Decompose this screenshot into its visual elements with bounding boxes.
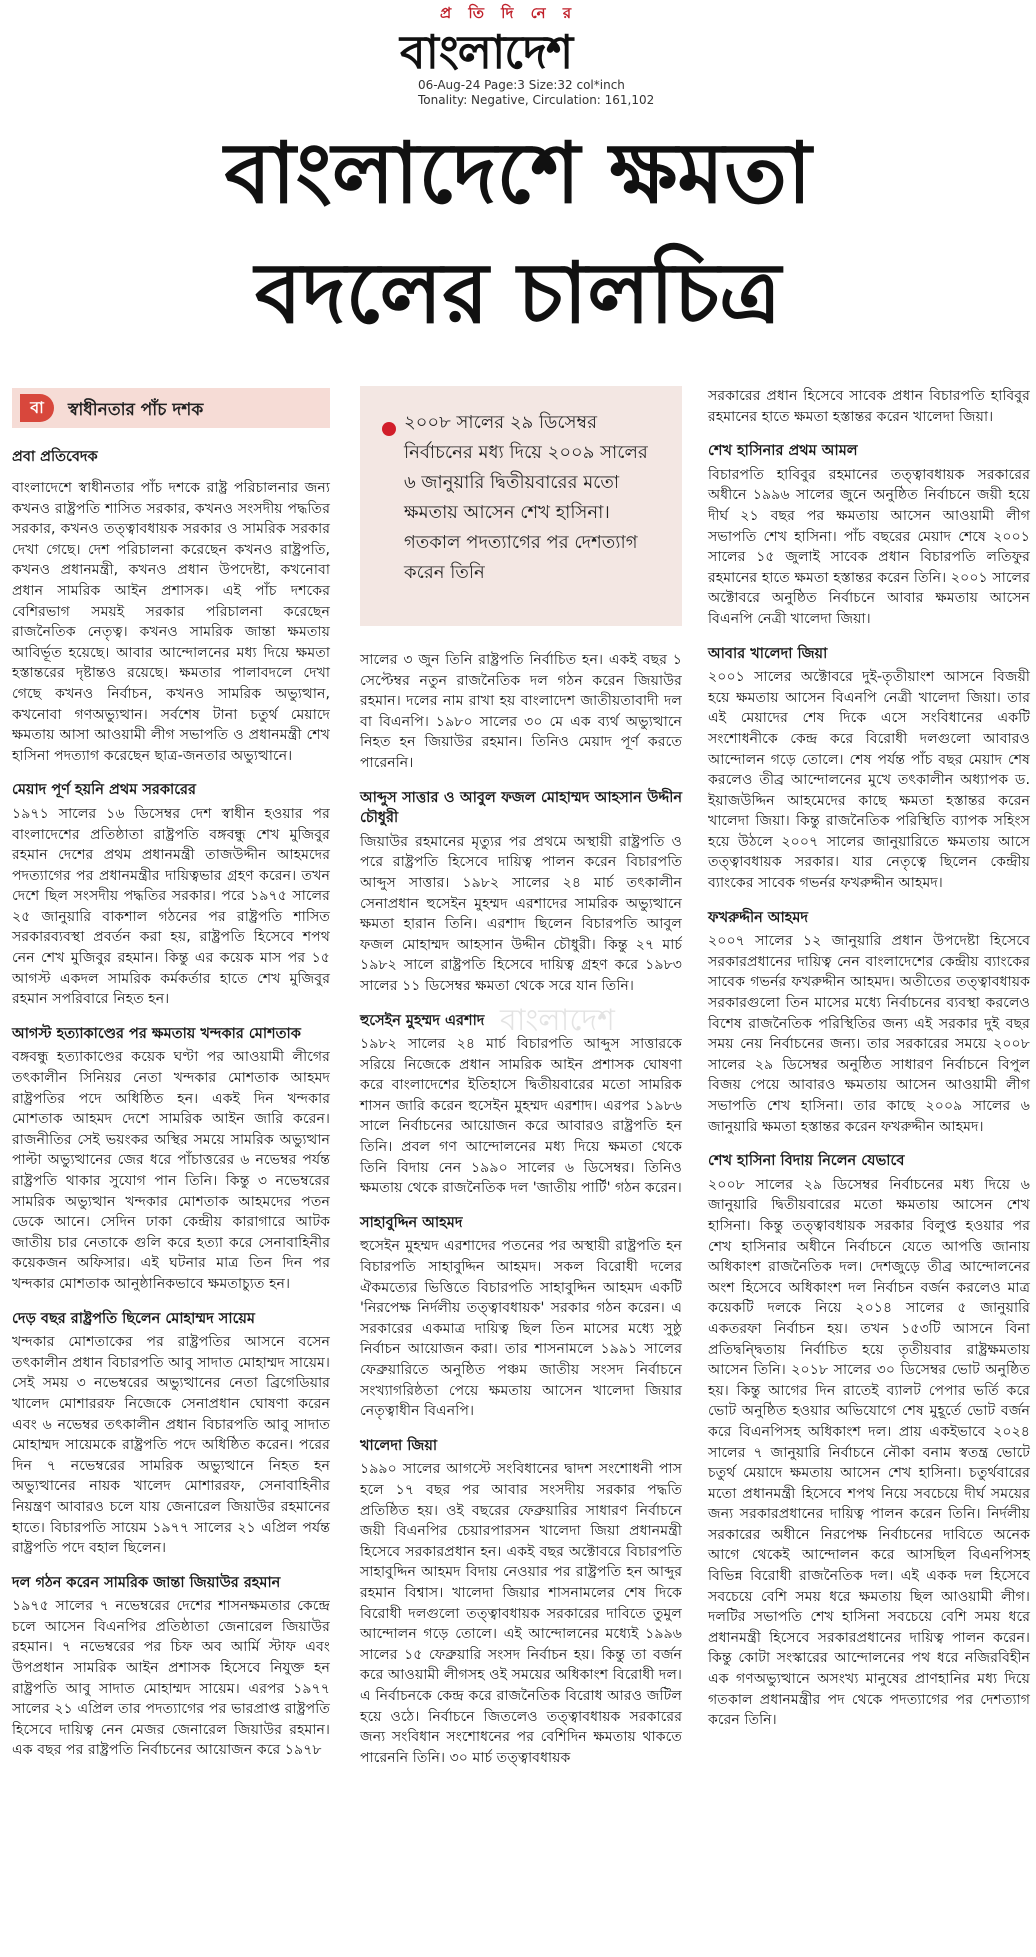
article-column-3 (708, 386, 1030, 1735)
article-column-2 (360, 650, 682, 1772)
bullet-dot-icon (382, 422, 396, 436)
subheading: আব্দুস সাত্তার ও আবুল ফজল মোহাম্মদ আহসান উদ্দীন চৌধুরী (360, 789, 682, 827)
paragraph: বঙ্গবন্ধু হত্যাকাণ্ডের কয়েক ঘণ্টা পর আওয়ামী লীগের তৎকালীন সিনিয়র নেতা খন্দকার মোশতাক আহমদ রাষ্ট্রপতির পদে অধিষ্ঠিত হন। একই দিন খন্দকার মোশতাক আহমদ দেশে সামরিক আইন জারি করেন। রাজনীতির সেই ভয়ংকর অস্থির সময়ে সামরিক অভ্যুত্থান পাল্টা অভ্যুত্থানের জের ধরে পাঁচাত্তরের ৬ নভেম্বর পর্যন্ত রাষ্ট্রপতি থাকার সুযোগ পান তিনি। কিন্তু ৩ নভেম্বরের সামরিক অভ্যুত্থান খন্দকার মোশতাক আহমদের পতন ডেকে আনে। সেদিন ঢাকা কেন্দ্রীয় কারাগারে আটক জাতীয় চার নেতাকে গুলি করে হত্যা করে সেনাবাহিনীর কয়েকজন অফিসার। এই ঘটনার মাত্র তিন দিন পর খন্দকার মোশতাক আনুষ্ঠানিকভাবে ক্ষমতাচ্যুত হন। (12, 1049, 330, 1292)
pull-quote-text: ২০০৮ সালের ২৯ ডিসেম্বর নির্বাচনের মধ্য দিয়ে ২০০৯ সালের ৬ জানুয়ারি দ্বিতীয়বারের মতো ক্ষমতায় আসেন শেখ হাসিনা। গতকাল পদত্যাগের পর দেশত্যাগ করেন তিনি (404, 412, 648, 583)
subheading: দল গঠন করেন সামরিক জান্তা জিয়াউর রহমান (12, 1574, 281, 1591)
byline: প্রবা প্রতিবেদক (12, 449, 98, 465)
paragraph: ১৯৭৫ সালের ৭ নভেম্বরের দেশের শাসনক্ষমতার কেন্দ্রে চলে আসেন বিএনপির প্রতিষ্ঠাতা জেনারেল জিয়াউর রহমান। ৭ নভেম্বরের পর চিফ অব আর্মি স্টাফ এবং উপপ্রধান সামরিক আইন প্রশাসক হিসেবে নিযুক্ত হন রাষ্ট্রপতি আবু সাদাত মোহাম্মদ সায়েম। এরপর ১৯৭৭ সালের ২১ এপ্রিল তার পদত্যাগের পর ভারপ্রাপ্ত রাষ্ট্রপতি হিসেবে দায়িত্ব নেন মেজর জেনারেল জিয়াউর রহমান। এক বছর পর রাষ্ট্রপতি নির্বাচনের আয়োজন করে ১৯৭৮ (12, 1598, 330, 1759)
subheading: আবার খালেদা জিয়া (708, 645, 828, 662)
masthead-subtitle: প্র তি দি নে র (440, 4, 578, 22)
paragraph: জিয়াউর রহমানের মৃত্যুর পর প্রথমে অস্থায়ী রাষ্ট্রপতি ও পরে রাষ্ট্রপতি হিসেবে দায়িত্ব পালন করেন বিচারপতি আব্দুস সাত্তার। ১৯৮২ সালের ২৪ মার্চ তৎকালীন সেনাপ্রধান হুসেইন মুহম্মদ এরশাদের সামরিক অভ্যুত্থানে ক্ষমতা হারান তিনি। এরশাদ ছিলেন বিচারপতি আবুল ফজল মোহাম্মদ আহসান উদ্দীন চৌধুরী। কিন্তু ২৭ মার্চ ১৯৮২ সালে রাষ্ট্রপতি হিসেবে দায়িত্ব গ্রহণ করে ১৯৮৩ সালের ১১ ডিসেম্বর ক্ষমতা থেকে সরে যান তিনি। (360, 833, 682, 994)
paragraph: বিচারপতি হাবিবুর রহমানের তত্ত্বাবধায়ক সরকারের অধীনে ১৯৯৬ সালের জুনে অনুষ্ঠিত নির্বাচনে জয়ী হয়ে দীর্ঘ ২১ বছর পর ক্ষমতায় আসেন আওয়ামী লীগ সভাপতি শেখ হাসিনা। পাঁচ বছরের মেয়াদ শেষে ২০০১ সালের ১৫ জুলাই সাবেক প্রধান বিচারপতি লতিফুর রহমানের হাতে ক্ষমতা হস্তান্তর করেন তিনি। ২০০১ সালের অক্টোবরে অনুষ্ঠিত নির্বাচনে আবার ক্ষমতায় আসেন বিএনপি নেত্রী খালেদা জিয়া। (708, 466, 1030, 627)
paragraph: ১৯৯০ সালের আগস্টে সংবিধানের দ্বাদশ সংশোধনী পাস হলে ১৭ বছর পর আবার সংসদীয় সরকার পদ্ধতি প্রতিষ্ঠিত হয়। ওই বছরের ফেব্রুয়ারির সাধারণ নির্বাচনে জয়ী বিএনপির চেয়ারপারসন খালেদা জিয়া প্রধানমন্ত্রী হিসেবে সরকারপ্রধান হন। একই বছর অক্টোবরে বিচারপতি সাহাবুদ্দিন আহমদ বিদায় নেওয়ার পর রাষ্ট্রপতি হন আব্দুর রহমান বিশ্বাস। খালেদা জিয়ার শাসনামলের শেষ দিকে বিরোধী দলগুলো তত্ত্বাবধায়ক সরকারের দাবিতে তুমুল আন্দোলন গড়ে তোলে। এই আন্দোলনের মধ্যেই ১৯৯৬ সালের ১৫ ফেব্রুয়ারি সংসদ নির্বাচন হয়। কিন্তু তা বর্জন করে আওয়ামী লীগসহ ওই সময়ের অধিকাংশ বিরোধী দল। এ নির্বাচনকে কেন্দ্র করে রাজনৈতিক বিরোধ আরও জটিল হয়ে ওঠে। নির্বাচনে জিতলেও তত্ত্বাবধায়ক সরকারের জন্য সংবিধান সংশোধনের পর বেশিদিন ক্ষমতায় থাকতে পারেননি তিনি। ৩০ মার্চ তত্ত্বাবধায়ক (360, 1461, 682, 1766)
paragraph: সালের ৩ জুন তিনি রাষ্ট্রপতি নির্বাচিত হন। একই বছর ১ সেপ্টেম্বর নতুন রাজনৈতিক দল গঠন করেন জিয়াউর রহমান। দলের নাম রাখা হয় বাংলাদেশ জাতীয়তাবাদী দল বা বিএনপি। ১৯৮০ সালের ৩০ মে এক ব্যর্থ অভ্যুত্থানে নিহত হন জিয়াউর রহমান। তিনিও মেয়াদ পূর্ণ করতে পারেননি। (360, 652, 682, 771)
masthead-title: বাংলাদেশ (400, 25, 573, 79)
subheading: খালেদা জিয়া (360, 1437, 438, 1454)
headline-line-1: বাংলাদেশে ক্ষমতা (224, 124, 812, 222)
intro-paragraph: বাংলাদেশে স্বাধীনতার পাঁচ দশকে রাষ্ট্র পরিচালনার জন্য কখনও রাষ্ট্রপতি শাসিত সরকার, কখনও সংসদীয় পদ্ধতির সরকার, কখনও তত্ত্বাবধায়ক সরকার ও সামরিক সরকার দেখা গেছে। দেশ পরিচালনা করেছেন কখনও রাষ্ট্রপতি, কখনও প্রধানমন্ত্রী, কখনও প্রধান উপদেষ্টা, কখনোবা প্রধান সামরিক আইন প্রশাসক। এই পাঁচ দশকের বেশিরভাগ সময়ই সরকার পরিচালনা করেছেন রাজনৈতিক নেতৃত্ব। কখনও সামরিক জান্তা ক্ষমতায় আবির্ভূত হয়েছে। আবার আন্দোলনের মধ্য দিয়ে ক্ষমতা হস্তান্তরের দৃষ্টান্তও রয়েছে। ক্ষমতার পালাবদলে দেখা গেছে কখনও নির্বাচন, কখনও সামরিক অভ্যুত্থান, কখনোবা গণঅভ্যুত্থান। সর্বশেষ টানা চতুর্থ মেয়াদে ক্ষমতায় আসা আওয়ামী লীগ সভাপতি ও প্রধানমন্ত্রী শেখ হাসিনা পদত্যাগ করেছেন ছাত্র-জনতার অভ্যুত্থানে। (12, 480, 330, 764)
paragraph: ২০০১ সালের অক্টোবরে দুই-তৃতীয়াংশ আসনে বিজয়ী হয়ে ক্ষমতায় আসেন বিএনপি নেত্রী খালেদা জিয়া। তার এই মেয়াদের শেষ দিকে এসে সংবিধানের একটি সংশোধনীকে কেন্দ্র করে বিরোধী দলগুলো আবারও আন্দোলন গড়ে তোলে। শেষ পর্যন্ত পাঁচ বছর মেয়াদ শেষ করলেও তীব্র আন্দোলনের মুখে তৎকালীন অধ্যাপক ড. ইয়াজউদ্দিন আহমেদের কাছে ক্ষমতা হস্তান্তর করেন খালেদা জিয়া। কিন্তু রাজনৈতিক পরিস্থিতি ব্যাপক সহিংস হয়ে উঠলে ২০০৭ সালের জানুয়ারিতে ক্ষমতায় আসে তত্ত্বাবধায়ক সরকার। যার নেতৃত্বে ছিলেন কেন্দ্রীয় ব্যাংকের সাবেক গভর্নর ফখরুদ্দীন আহমদ। (708, 669, 1030, 892)
publication-badge: বা (20, 394, 54, 422)
clipping-meta-line: Tonality: Negative, Circulation: 161,102 (418, 93, 655, 107)
pull-quote-box (360, 386, 682, 626)
subheading: দেড় বছর রাষ্ট্রপতি ছিলেন মোহাম্মদ সায়েম (12, 1310, 255, 1327)
kicker-text: স্বাধীনতার পাঁচ দশক (68, 400, 204, 420)
subheading: আগস্ট হত্যাকাণ্ডের পর ক্ষমতায় খন্দকার মোশতাক (12, 1025, 301, 1042)
paragraph: ১৯৭১ সালের ১৬ ডিসেম্বর দেশ স্বাধীন হওয়ার পর বাংলাদেশের প্রতিষ্ঠাতা রাষ্ট্রপতি বঙ্গবন্ধু শেখ মুজিবুর রহমান দেশের প্রথম প্রধানমন্ত্রী তাজউদ্দীন আহমদের পদত্যাগের পর প্রধানমন্ত্রীর দায়িত্বভার গ্রহণ করেন। তখন দেশে ছিল সংসদীয় পদ্ধতির সরকার। পরে ১৯৭৫ সালের ২৫ জানুয়ারি বাকশাল গঠনের পর রাষ্ট্রপতি শাসিত সরকারব্যবস্থা প্রবর্তন করা হয়, রাষ্ট্রপতি হিসেবে শপথ নেন শেখ মুজিবুর রহমান। কিন্তু এর কয়েক মাস পর ১৫ আগস্ট একদল সামরিক কর্মকর্তার হাতে শেখ মুজিবুর রহমান সপরিবারে নিহত হন। (12, 805, 330, 1008)
paragraph: সরকারের প্রধান হিসেবে সাবেক প্রধান বিচারপতি হাবিবুর রহমানের হাতে ক্ষমতা হস্তান্তর করেন খালেদা জিয়া। (708, 388, 1030, 425)
headline-line-2: বদলের চালচিত্র (254, 244, 782, 342)
subheading: মেয়াদ পূর্ণ হয়নি প্রথম সরকারের (12, 782, 197, 799)
subheading: ফখরুদ্দীন আহমদ (708, 909, 809, 926)
paragraph: ২০০৮ সালের ২৯ ডিসেম্বর নির্বাচনের মধ্য দিয়ে ৬ জানুয়ারি দ্বিতীয়বারের মতো ক্ষমতায় আসেন শেখ হাসিনা। কিন্তু তত্ত্বাবধায়ক সরকার বিলুপ্ত হওয়ার পর শেখ হাসিনার অধীনে নির্বাচনে যেতে আপত্তি জানায় অধিকাংশ রাজনৈতিক দল। দেশজুড়ে তীব্র আন্দোলনের অংশ হিসেবে অধিকাংশ দল নির্বাচন বর্জন করলেও মাত্র কয়েকটি দলকে নিয়ে ২০১৪ সালের ৫ জানুয়ারি একতরফা নির্বাচন হয়। তখন ১৫৩টি আসনে বিনা প্রতিদ্বন্দ্বিতায় নির্বাচিত হয়ে তৃতীয়বার রাষ্ট্রক্ষমতায় আসেন তিনি। ২০১৮ সালের ৩০ ডিসেম্বর ভোট অনুষ্ঠিত হয়। কিন্তু আগের দিন রাতেই ব্যালট পেপার ভর্তি করে ভোট অনুষ্ঠিত হওয়ার অভিযোগে শেষ মুহূর্তে ভোট বর্জন করে বিএনপিসহ অধিকাংশ দল। প্রায় একইভাবে ২০২৪ সালের ৭ জানুয়ারি নির্বাচনে নৌকা বনাম স্বতন্ত্র ভোটে চতুর্থ মেয়াদে ক্ষমতায় আসেন শেখ হাসিনা। চতুর্থবারের মতো প্রধানমন্ত্রী হিসেবে শপথ নিয়ে সবচেয়ে দীর্ঘ সময়ের জন্য সরকারপ্রধানের দায়িত্ব পালন করেন তিনি। নির্দলীয় সরকারের অধীনে নিরপেক্ষ নির্বাচনের দাবিতে অনেক আগে থেকেই আন্দোলন করে আসছিল বিএনপিসহ বিভিন্ন বিরোধী রাজনৈতিক দল। এই একক দল হিসেবে সবচেয়ে বেশি সময় ধরে ক্ষমতায় ছিল আওয়ামী লীগ। দলটির সভাপতি শেখ হাসিনা সবচেয়ে বেশি সময় ধরে প্রধানমন্ত্রী হিসেবে সরকারপ্রধানের দায়িত্ব পালন করেন। কিন্তু কোটা সংস্কারের আন্দোলনের পথ ধরে নজিরবিহীন এক গণঅভ্যুত্থানে অসংখ্য মানুষের প্রাণহানির মধ্য দিয়ে গতকাল প্রধানমন্ত্রীর পদ থেকে পদত্যাগের পর দেশত্যাগ করেন তিনি। (708, 1176, 1030, 1729)
paragraph: খন্দকার মোশতাকের পর রাষ্ট্রপতির আসনে বসেন তৎকালীন প্রধান বিচারপতি আবু সাদাত মোহাম্মদ সায়েম। সেই সময় ৩ নভেম্বরের অভ্যুত্থানের নেতা ব্রিগেডিয়ার খালেদ মোশাররফ নিজেকে সেনাপ্রধান ঘোষণা করেন এবং ৬ নভেম্বর তৎকালীন প্রধান বিচারপতি আবু সাদাত মোহাম্মদ সায়েমকে রাষ্ট্রপতি পদে অধিষ্ঠিত করেন। পরের দিন ৭ নভেম্বরের সামরিক অভ্যুত্থানে নিহত হন অভ্যুত্থানের নায়ক খালেদ মোশাররফ, সেনাবাহিনীর নিয়ন্ত্রণ আবারও চলে যায় জেনারেল জিয়াউর রহমানের হাতে। বিচারপতি সায়েম ১৯৭৭ সালের ২১ এপ্রিল পর্যন্ত রাষ্ট্রপতি পদে বহাল ছিলেন। (12, 1334, 330, 1557)
section-kicker (12, 388, 330, 428)
subheading: হুসেইন মুহম্মদ এরশাদ (360, 1012, 485, 1029)
clipping-meta (418, 78, 654, 108)
paragraph: হুসেইন মুহম্মদ এরশাদের পতনের পর অস্থায়ী রাষ্ট্রপতি হন বিচারপতি সাহাবুদ্দিন আহমদ। সকল বিরোধী দলের ঐকমত্যের ভিত্তিতে বিচারপতি সাহাবুদ্দিন আহমদ একটি 'নিরপেক্ষ নির্দলীয় তত্ত্বাবধায়ক' সরকার গঠন করেন। এ সরকারের একমাত্র দায়িত্ব ছিল তিন মাসের মধ্যে সুষ্ঠু নির্বাচন আয়োজন করা। তার শাসনামলে ১৯৯১ সালের ফেব্রুয়ারিতে অনুষ্ঠিত পঞ্চম জাতীয় সংসদ নির্বাচনে সংখ্যাগরিষ্ঠতা পেয়ে ক্ষমতায় আসেন খালেদা জিয়ার নেতৃত্বাধীন বিএনপি। (360, 1238, 682, 1420)
watermark: বাংলাদেশ (500, 1003, 615, 1038)
subheading: সাহাবুদ্দিন আহমদ (360, 1214, 463, 1231)
article-column-1 (12, 478, 330, 1765)
paragraph: ১৯৮২ সালের ২৪ মার্চ বিচারপতি আব্দুস সাত্তারকে সরিয়ে নিজেকে প্রধান সামরিক আইন প্রশাসক ঘোষণা করে বাংলাদেশের ইতিহাসে দ্বিতীয়বারের মতো সামরিক শাসন জারি করেন হুসেইন মুহম্মদ এরশাদ। এরপর ১৯৮৬ সালে নির্বাচনের আয়োজন করে আবারও রাষ্ট্রপতি হন তিনি। প্রবল গণ আন্দোলনের মধ্য দিয়ে ক্ষমতা থেকে তিনি বিদায় নেন ১৯৯০ সালের ৬ ডিসেম্বর। তিনিও ক্ষমতায় থেকে রাজনৈতিক দল 'জাতীয় পার্টি' গঠন করেন। (360, 1036, 682, 1197)
subheading: শেখ হাসিনার প্রথম আমল (708, 443, 858, 460)
clipping-meta-line: 06-Aug-24 Page:3 Size:32 col*inch (418, 78, 625, 92)
paragraph: ২০০৭ সালের ১২ জানুয়ারি প্রধান উপদেষ্টা হিসেবে সরকারপ্রধানের দায়িত্ব নেন বাংলাদেশের কেন্দ্রীয় ব্যাংকের সাবেক গভর্নর ফখরুদ্দীন আহমদ। অতীতের তত্ত্বাবধায়ক সরকারগুলো তিন মাসের মধ্যে নির্বাচনের ব্যবস্থা করলেও বিশেষ রাজনৈতিক পরিস্থিতির জন্য এই সরকার দুই বছর সময় নেয় নির্বাচনের জন্য। তার সরকারের সময়ে ২০০৮ সালের ২৯ ডিসেম্বর অনুষ্ঠিত সাধারণ নির্বাচনে বিপুল বিজয় পেয়ে আবারও ক্ষমতায় আসেন আওয়ামী লীগ সভাপতি শেখ হাসিনা। তার কাছে ২০০৯ সালের ৬ জানুয়ারি ক্ষমতা হস্তান্তর করেন ফখরুদ্দীন আহমদ। (708, 933, 1030, 1135)
masthead (0, 0, 1036, 110)
subheading: শেখ হাসিনা বিদায় নিলেন যেভাবে (708, 1153, 905, 1170)
